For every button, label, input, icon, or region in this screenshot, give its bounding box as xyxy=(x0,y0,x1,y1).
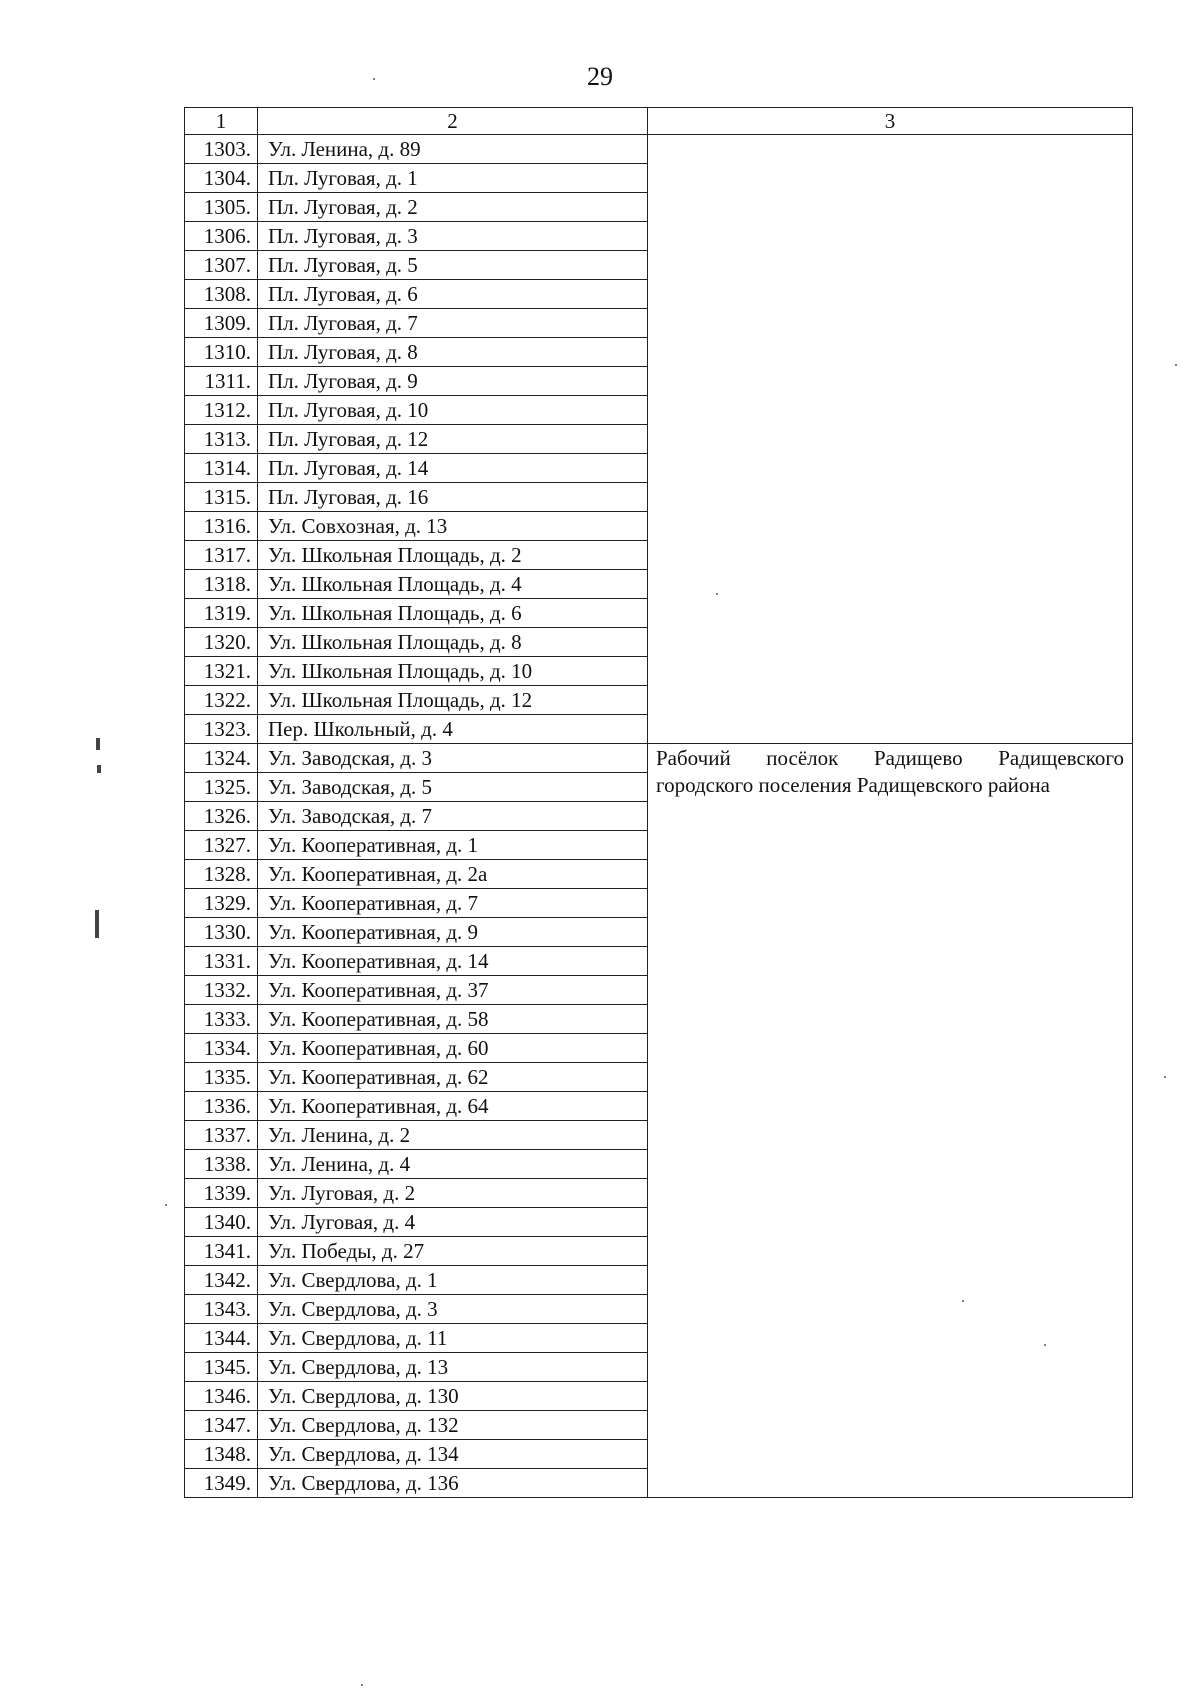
row-location xyxy=(648,1295,1133,1324)
row-location xyxy=(648,1092,1133,1121)
address-table xyxy=(184,107,1133,1498)
row-location xyxy=(648,251,1133,280)
row-location xyxy=(648,570,1133,599)
row-address: Пл. Луговая, д. 8 xyxy=(258,338,648,367)
row-address: Пл. Луговая, д. 2 xyxy=(258,193,648,222)
row-address: Ул. Ленина, д. 4 xyxy=(258,1150,648,1179)
row-address: Пл. Луговая, д. 10 xyxy=(258,396,648,425)
table-row xyxy=(185,338,1133,367)
table-row xyxy=(185,1295,1133,1324)
row-location xyxy=(648,599,1133,628)
row-address: Ул. Школьная Площадь, д. 12 xyxy=(258,686,648,715)
row-address: Пл. Луговая, д. 16 xyxy=(258,483,648,512)
row-number: 1303. xyxy=(185,135,258,164)
table-row xyxy=(185,802,1133,831)
row-location xyxy=(648,1353,1133,1382)
row-address: Ул. Кооперативная, д. 7 xyxy=(258,889,648,918)
row-location xyxy=(648,1121,1133,1150)
row-number: 1347. xyxy=(185,1411,258,1440)
row-number: 1339. xyxy=(185,1179,258,1208)
table-row xyxy=(185,1237,1133,1266)
table-row xyxy=(185,628,1133,657)
row-location xyxy=(648,367,1133,396)
table-row xyxy=(185,686,1133,715)
row-address: Ул. Совхозная, д. 13 xyxy=(258,512,648,541)
row-number: 1309. xyxy=(185,309,258,338)
row-number: 1307. xyxy=(185,251,258,280)
scan-mark xyxy=(95,910,99,938)
row-number: 1332. xyxy=(185,976,258,1005)
row-address: Пл. Луговая, д. 5 xyxy=(258,251,648,280)
table-row xyxy=(185,1092,1133,1121)
row-address: Ул. Ленина, д. 89 xyxy=(258,135,648,164)
table-row xyxy=(185,860,1133,889)
table-row xyxy=(185,1121,1133,1150)
row-address: Ул. Кооперативная, д. 14 xyxy=(258,947,648,976)
table-row xyxy=(185,251,1133,280)
row-number: 1345. xyxy=(185,1353,258,1382)
row-number: 1326. xyxy=(185,802,258,831)
scan-mark xyxy=(97,765,101,773)
row-number: 1310. xyxy=(185,338,258,367)
row-number: 1305. xyxy=(185,193,258,222)
row-address: Ул. Свердлова, д. 1 xyxy=(258,1266,648,1295)
table-row xyxy=(185,541,1133,570)
row-address: Пл. Луговая, д. 14 xyxy=(258,454,648,483)
row-address: Пл. Луговая, д. 6 xyxy=(258,280,648,309)
row-number: 1317. xyxy=(185,541,258,570)
row-number: 1323. xyxy=(185,715,258,744)
row-location xyxy=(648,1005,1133,1034)
table-row xyxy=(185,425,1133,454)
row-location xyxy=(648,454,1133,483)
row-location xyxy=(648,628,1133,657)
table-row xyxy=(185,889,1133,918)
row-number: 1306. xyxy=(185,222,258,251)
row-number: 1321. xyxy=(185,657,258,686)
table-row xyxy=(185,280,1133,309)
row-address: Пл. Луговая, д. 7 xyxy=(258,309,648,338)
row-location xyxy=(648,744,1133,802)
row-location xyxy=(648,541,1133,570)
row-location xyxy=(648,338,1133,367)
row-number: 1338. xyxy=(185,1150,258,1179)
row-location xyxy=(648,1382,1133,1411)
scan-speck xyxy=(1164,1076,1166,1078)
table-row xyxy=(185,744,1133,773)
row-number: 1337. xyxy=(185,1121,258,1150)
row-location xyxy=(648,889,1133,918)
row-location xyxy=(648,193,1133,222)
row-location xyxy=(648,396,1133,425)
row-address: Ул. Кооперативная, д. 9 xyxy=(258,918,648,947)
table-row xyxy=(185,483,1133,512)
row-number: 1324. xyxy=(185,744,258,773)
header-row xyxy=(185,108,1133,135)
row-location xyxy=(648,483,1133,512)
scan-mark xyxy=(96,738,100,750)
row-number: 1316. xyxy=(185,512,258,541)
table-row xyxy=(185,1411,1133,1440)
table-row xyxy=(185,1005,1133,1034)
row-location xyxy=(648,1411,1133,1440)
row-location xyxy=(648,280,1133,309)
row-number: 1334. xyxy=(185,1034,258,1063)
table-row xyxy=(185,222,1133,251)
table-row xyxy=(185,396,1133,425)
row-address: Ул. Кооперативная, д. 37 xyxy=(258,976,648,1005)
row-address: Ул. Заводская, д. 5 xyxy=(258,773,648,802)
row-location xyxy=(648,135,1133,164)
table-row xyxy=(185,454,1133,483)
row-location xyxy=(648,222,1133,251)
row-number: 1319. xyxy=(185,599,258,628)
row-number: 1327. xyxy=(185,831,258,860)
table-row xyxy=(185,918,1133,947)
table-row xyxy=(185,599,1133,628)
row-number: 1314. xyxy=(185,454,258,483)
table-row xyxy=(185,1469,1133,1498)
row-number: 1304. xyxy=(185,164,258,193)
row-address: Пл. Луговая, д. 12 xyxy=(258,425,648,454)
row-address: Ул. Ленина, д. 2 xyxy=(258,1121,648,1150)
row-number: 1320. xyxy=(185,628,258,657)
row-location xyxy=(648,1469,1133,1498)
table-row xyxy=(185,1179,1133,1208)
row-address: Пл. Луговая, д. 1 xyxy=(258,164,648,193)
table-row xyxy=(185,1208,1133,1237)
table-row xyxy=(185,367,1133,396)
row-number: 1322. xyxy=(185,686,258,715)
table-row xyxy=(185,831,1133,860)
row-number: 1329. xyxy=(185,889,258,918)
table-row xyxy=(185,1440,1133,1469)
row-address: Ул. Заводская, д. 3 xyxy=(258,744,648,773)
row-location xyxy=(648,947,1133,976)
row-address: Ул. Школьная Площадь, д. 10 xyxy=(258,657,648,686)
row-location xyxy=(648,1063,1133,1092)
row-number: 1336. xyxy=(185,1092,258,1121)
table-row xyxy=(185,309,1133,338)
table-row xyxy=(185,657,1133,686)
table-row xyxy=(185,570,1133,599)
row-address: Ул. Луговая, д. 2 xyxy=(258,1179,648,1208)
row-location xyxy=(648,802,1133,831)
row-number: 1348. xyxy=(185,1440,258,1469)
row-location xyxy=(648,1266,1133,1295)
header-col-3: 3 xyxy=(648,108,1133,135)
row-address: Ул. Свердлова, д. 134 xyxy=(258,1440,648,1469)
row-number: 1325. xyxy=(185,773,258,802)
row-location xyxy=(648,831,1133,860)
row-number: 1311. xyxy=(185,367,258,396)
row-address: Ул. Кооперативная, д. 2а xyxy=(258,860,648,889)
table-row xyxy=(185,715,1133,744)
row-location xyxy=(648,1208,1133,1237)
row-address: Ул. Школьная Площадь, д. 4 xyxy=(258,570,648,599)
row-number: 1349. xyxy=(185,1469,258,1498)
row-location xyxy=(648,657,1133,686)
row-address: Ул. Свердлова, д. 13 xyxy=(258,1353,648,1382)
row-address: Пер. Школьный, д. 4 xyxy=(258,715,648,744)
header-col-1: 1 xyxy=(185,108,258,135)
row-location xyxy=(648,1179,1133,1208)
table-row xyxy=(185,1266,1133,1295)
row-address: Ул. Школьная Площадь, д. 6 xyxy=(258,599,648,628)
row-location xyxy=(648,1237,1133,1266)
row-address: Ул. Кооперативная, д. 60 xyxy=(258,1034,648,1063)
row-address: Ул. Кооперативная, д. 62 xyxy=(258,1063,648,1092)
row-number: 1342. xyxy=(185,1266,258,1295)
table-row xyxy=(185,1034,1133,1063)
row-number: 1331. xyxy=(185,947,258,976)
row-address: Ул. Луговая, д. 4 xyxy=(258,1208,648,1237)
row-address: Ул. Школьная Площадь, д. 8 xyxy=(258,628,648,657)
table-row xyxy=(185,947,1133,976)
scan-speck xyxy=(373,78,375,80)
scan-speck xyxy=(165,1204,167,1206)
row-number: 1328. xyxy=(185,860,258,889)
row-address: Ул. Кооперативная, д. 1 xyxy=(258,831,648,860)
row-location xyxy=(648,686,1133,715)
row-number: 1340. xyxy=(185,1208,258,1237)
table-row xyxy=(185,164,1133,193)
row-location xyxy=(648,512,1133,541)
table-row xyxy=(185,1150,1133,1179)
row-number: 1315. xyxy=(185,483,258,512)
row-number: 1341. xyxy=(185,1237,258,1266)
row-address: Ул. Заводская, д. 7 xyxy=(258,802,648,831)
row-address: Ул. Свердлова, д. 11 xyxy=(258,1324,648,1353)
row-address: Пл. Луговая, д. 9 xyxy=(258,367,648,396)
row-location xyxy=(648,1324,1133,1353)
row-address: Ул. Свердлова, д. 132 xyxy=(258,1411,648,1440)
header-col-2: 2 xyxy=(258,108,648,135)
row-number: 1318. xyxy=(185,570,258,599)
row-address: Ул. Кооперативная, д. 64 xyxy=(258,1092,648,1121)
row-number: 1308. xyxy=(185,280,258,309)
row-number: 1344. xyxy=(185,1324,258,1353)
row-number: 1333. xyxy=(185,1005,258,1034)
row-location xyxy=(648,715,1133,744)
location-text: Рабочий посёлок Радищево Радищевского городского поселения Радищевского района xyxy=(656,746,1124,797)
table-row xyxy=(185,193,1133,222)
row-location xyxy=(648,976,1133,1005)
row-location xyxy=(648,309,1133,338)
row-number: 1335. xyxy=(185,1063,258,1092)
row-address: Ул. Свердлова, д. 3 xyxy=(258,1295,648,1324)
row-location xyxy=(648,425,1133,454)
scan-speck xyxy=(1175,364,1177,366)
scan-speck xyxy=(361,1684,363,1686)
page-number: 29 xyxy=(587,62,613,91)
row-location xyxy=(648,164,1133,193)
table-row xyxy=(185,1382,1133,1411)
row-number: 1343. xyxy=(185,1295,258,1324)
table-row xyxy=(185,512,1133,541)
row-number: 1313. xyxy=(185,425,258,454)
row-address: Ул. Свердлова, д. 130 xyxy=(258,1382,648,1411)
table-row xyxy=(185,135,1133,164)
row-location xyxy=(648,860,1133,889)
row-address: Пл. Луговая, д. 3 xyxy=(258,222,648,251)
row-address: Ул. Школьная Площадь, д. 2 xyxy=(258,541,648,570)
row-address: Ул. Свердлова, д. 136 xyxy=(258,1469,648,1498)
row-location xyxy=(648,1034,1133,1063)
row-address: Ул. Кооперативная, д. 58 xyxy=(258,1005,648,1034)
row-number: 1312. xyxy=(185,396,258,425)
table-row xyxy=(185,1063,1133,1092)
row-number: 1346. xyxy=(185,1382,258,1411)
table-row xyxy=(185,1353,1133,1382)
row-location xyxy=(648,1440,1133,1469)
row-number: 1330. xyxy=(185,918,258,947)
table-row xyxy=(185,976,1133,1005)
table-row xyxy=(185,1324,1133,1353)
row-location xyxy=(648,918,1133,947)
row-address: Ул. Победы, д. 27 xyxy=(258,1237,648,1266)
row-location xyxy=(648,1150,1133,1179)
